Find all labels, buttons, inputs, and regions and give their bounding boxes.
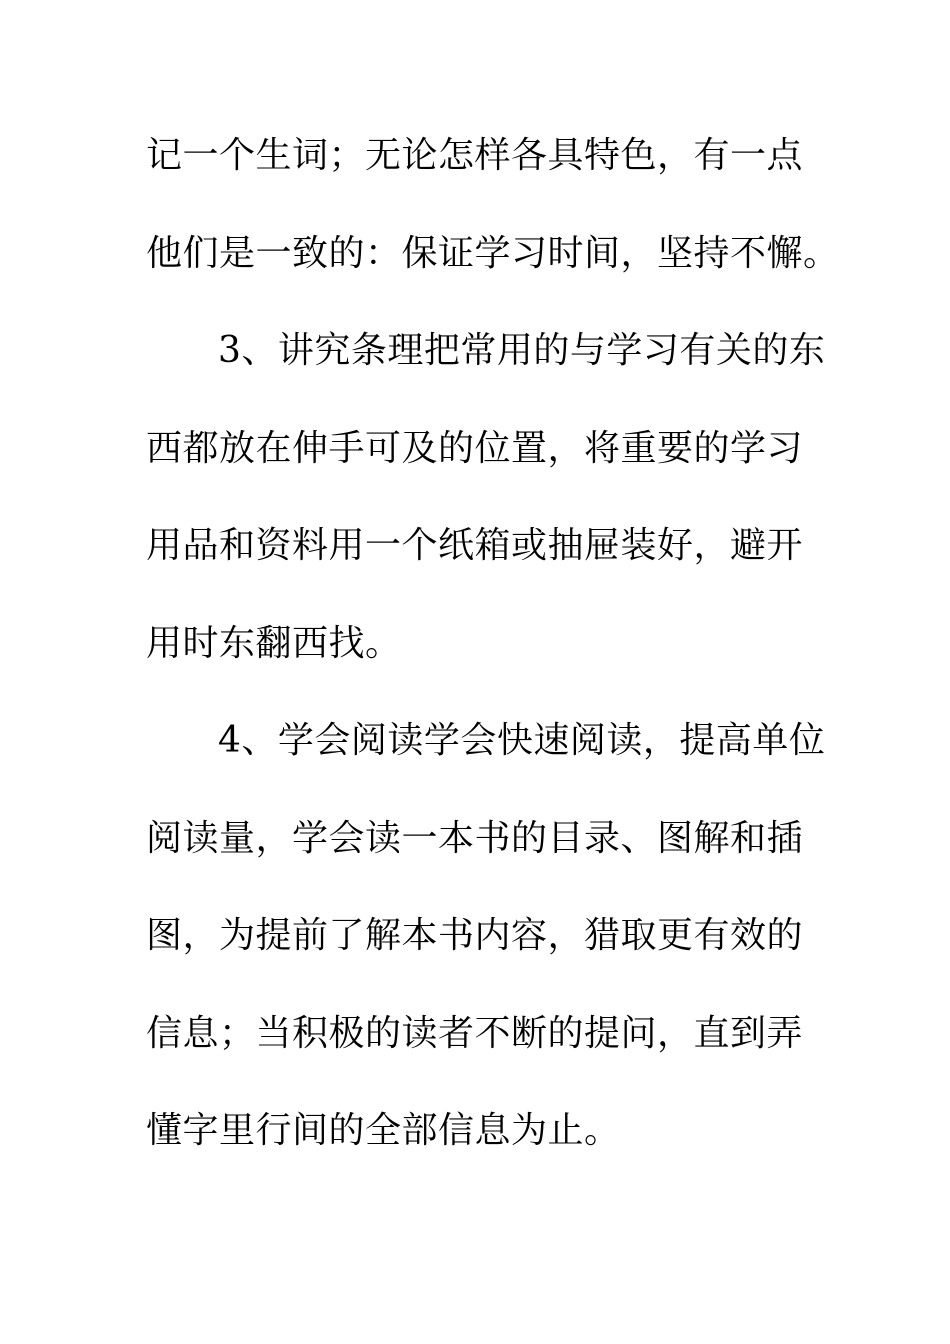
text-line: 图，为提前了解本书内容，猎取更有效的 xyxy=(146,915,804,956)
text-line: 阅读量，学会读一本书的目录、图解和插 xyxy=(146,817,804,859)
paragraph-start-line: 4、学会阅读学会快速阅读，提高单位 xyxy=(218,720,826,761)
text-line: 懂字里行间的全部信息为止。 xyxy=(146,1110,621,1151)
text-line: 他们是一致的：保证学习时间，坚持不懈。 xyxy=(146,232,840,274)
text-line: 西都放在伸手可及的位置，将重要的学习 xyxy=(146,427,804,469)
text-line: 记一个生词；无论怎样各具特色，有一点 xyxy=(146,135,804,176)
paragraph-start-line: 3、讲究条理把常用的与学习有关的东 xyxy=(218,330,826,371)
text-line: 信息；当积极的读者不断的提问，直到弄 xyxy=(146,1012,804,1054)
text-line: 用品和资料用一个纸箱或抽屉装好，避开 xyxy=(146,525,804,566)
body-text xyxy=(146,120,840,1193)
text-line: 用时东翻西找。 xyxy=(146,622,402,664)
